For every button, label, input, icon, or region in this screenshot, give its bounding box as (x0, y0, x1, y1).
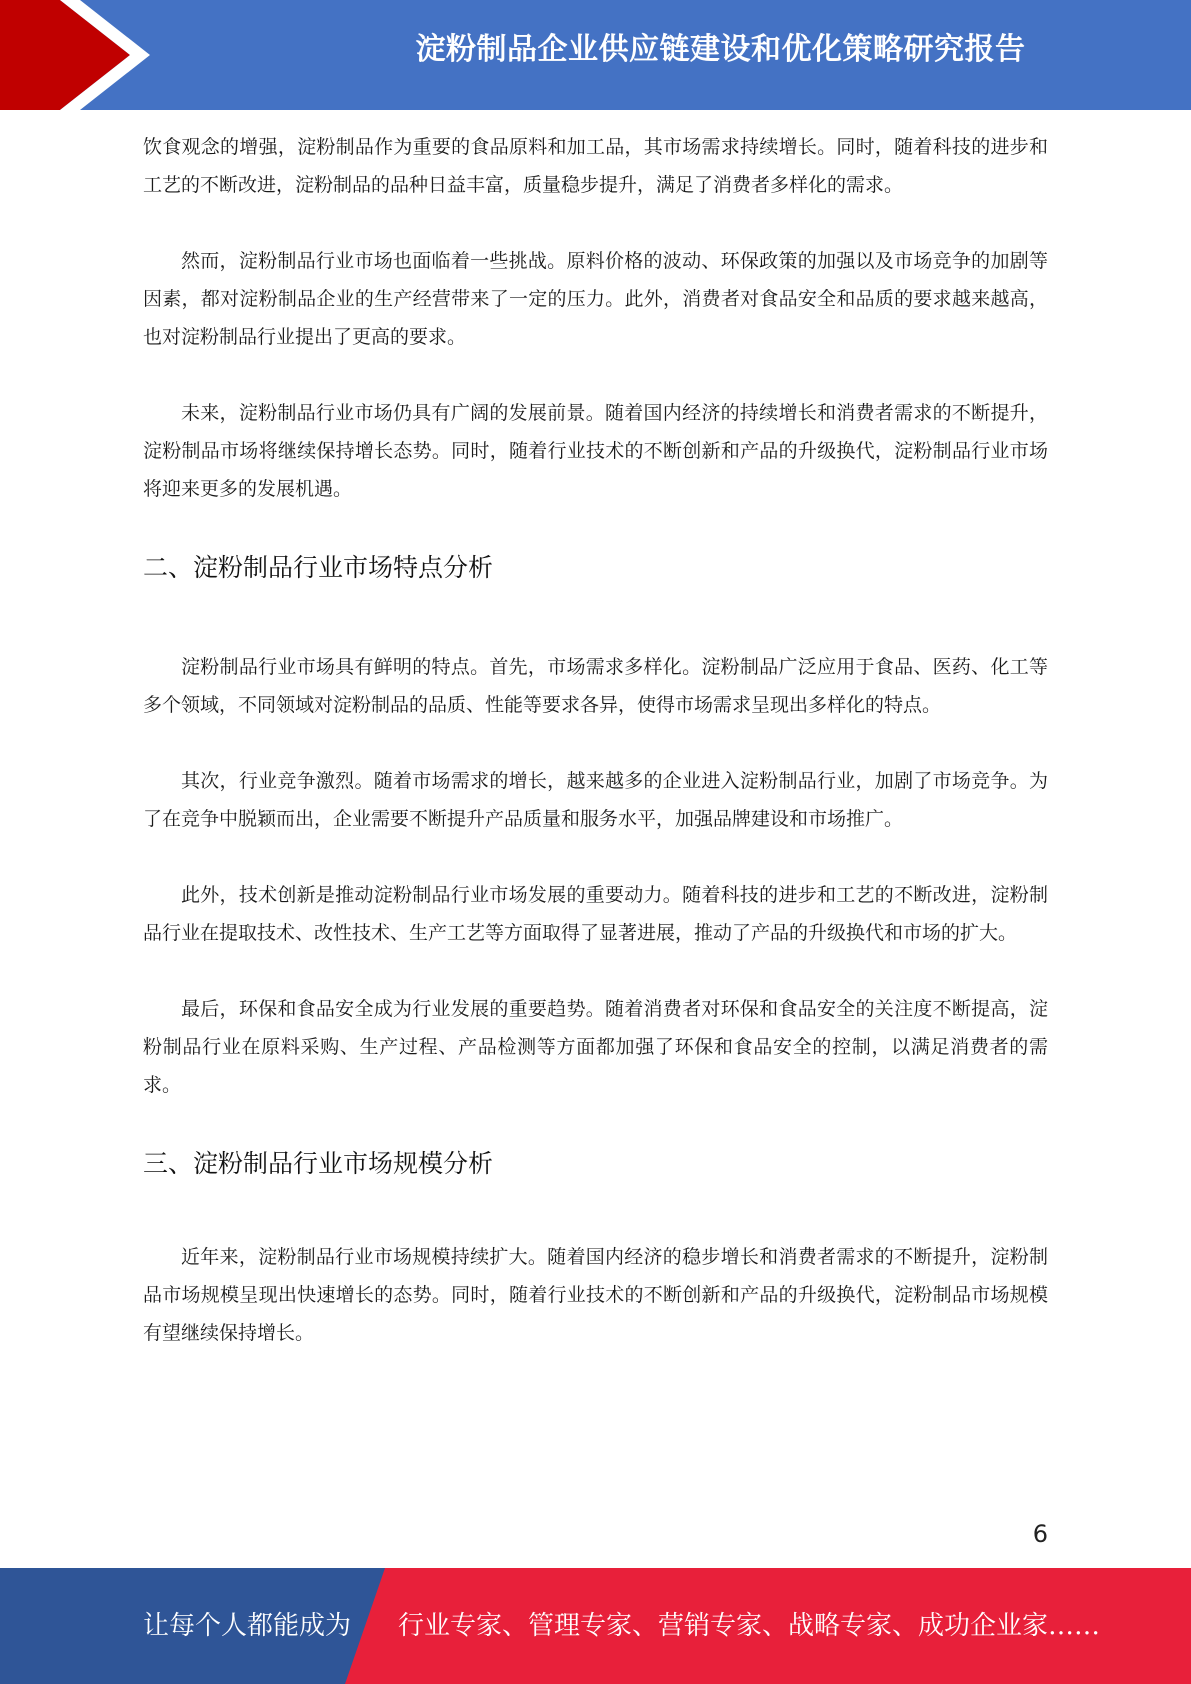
footer-slogan-right: 行业专家、管理专家、营销专家、战略专家、成功企业家…… (398, 1611, 1101, 1641)
section-heading-3: 三、淀粉制品行业市场规模分析 (143, 1149, 494, 1178)
paragraph-1: 饮食观念的增强，淀粉制品作为重要的食品原料和加工品，其市场需求持续增长。同时，随着科技的进步和工艺的不断改进，淀粉制品的品种日益丰富，质量稳步提升，满足了消费者多样化的需求。 (143, 136, 1048, 196)
page-header (0, 0, 1191, 110)
page-footer (0, 1568, 1191, 1684)
paragraph-5: 其次，行业竞争激烈。随着市场需求的增长，越来越多的企业进入淀粉制品行业，加剧了市场竞争。为了在竞争中脱颖而出，企业需要不断提升产品质量和服务水平，加强品牌建设和市场推广。 (143, 770, 1048, 830)
section-heading-2: 二、淀粉制品行业市场特点分析 (143, 553, 494, 582)
paragraph-7: 最后，环保和食品安全成为行业发展的重要趋势。随着消费者对环保和食品安全的关注度不断提高，淀粉制品行业在原料采购、生产过程、产品检测等方面都加强了环保和食品安全的控制，以满足消费者的需求。 (143, 998, 1048, 1096)
paragraph-4: 淀粉制品行业市场具有鲜明的特点。首先，市场需求多样化。淀粉制品广泛应用于食品、医药、化工等多个领域，不同领域对淀粉制品的品质、性能等要求各异，使得市场需求呈现出多样化的特点。 (143, 656, 1048, 716)
footer-slogan-left: 让每个人都能成为 (143, 1611, 352, 1641)
header-chevron-decoration (0, 0, 160, 110)
paragraph-6: 此外，技术创新是推动淀粉制品行业市场发展的重要动力。随着科技的进步和工艺的不断改进，淀粉制品行业在提取技术、改性技术、生产工艺等方面取得了显著进展，推动了产品的升级换代和市场的扩大。 (143, 884, 1048, 944)
chevron-red-shape (0, 0, 130, 110)
page-number: 6 (1032, 1520, 1048, 1548)
document-body (143, 128, 1048, 1352)
paragraph-3: 未来，淀粉制品行业市场仍具有广阔的发展前景。随着国内经济的持续增长和消费者需求的不断提升，淀粉制品市场将继续保持增长态势。同时，随着行业技术的不断创新和产品的升级换代，淀粉制品行业市场将迎来更多的发展机遇。 (143, 402, 1048, 500)
paragraph-2: 然而，淀粉制品行业市场也面临着一些挑战。原料价格的波动、环保政策的加强以及市场竞争的加剧等因素，都对淀粉制品企业的生产经营带来了一定的压力。此外，消费者对食品安全和品质的要求越来越高，也对淀粉制品行业提出了更高的要求。 (143, 250, 1048, 348)
document-title: 淀粉制品企业供应链建设和优化策略研究报告 (415, 32, 1026, 67)
paragraph-8: 近年来，淀粉制品行业市场规模持续扩大。随着国内经济的稳步增长和消费者需求的不断提升，淀粉制品市场规模呈现出快速增长的态势。同时，随着行业技术的不断创新和产品的升级换代，淀粉制品市场规模有望继续保持增长。 (143, 1246, 1048, 1344)
